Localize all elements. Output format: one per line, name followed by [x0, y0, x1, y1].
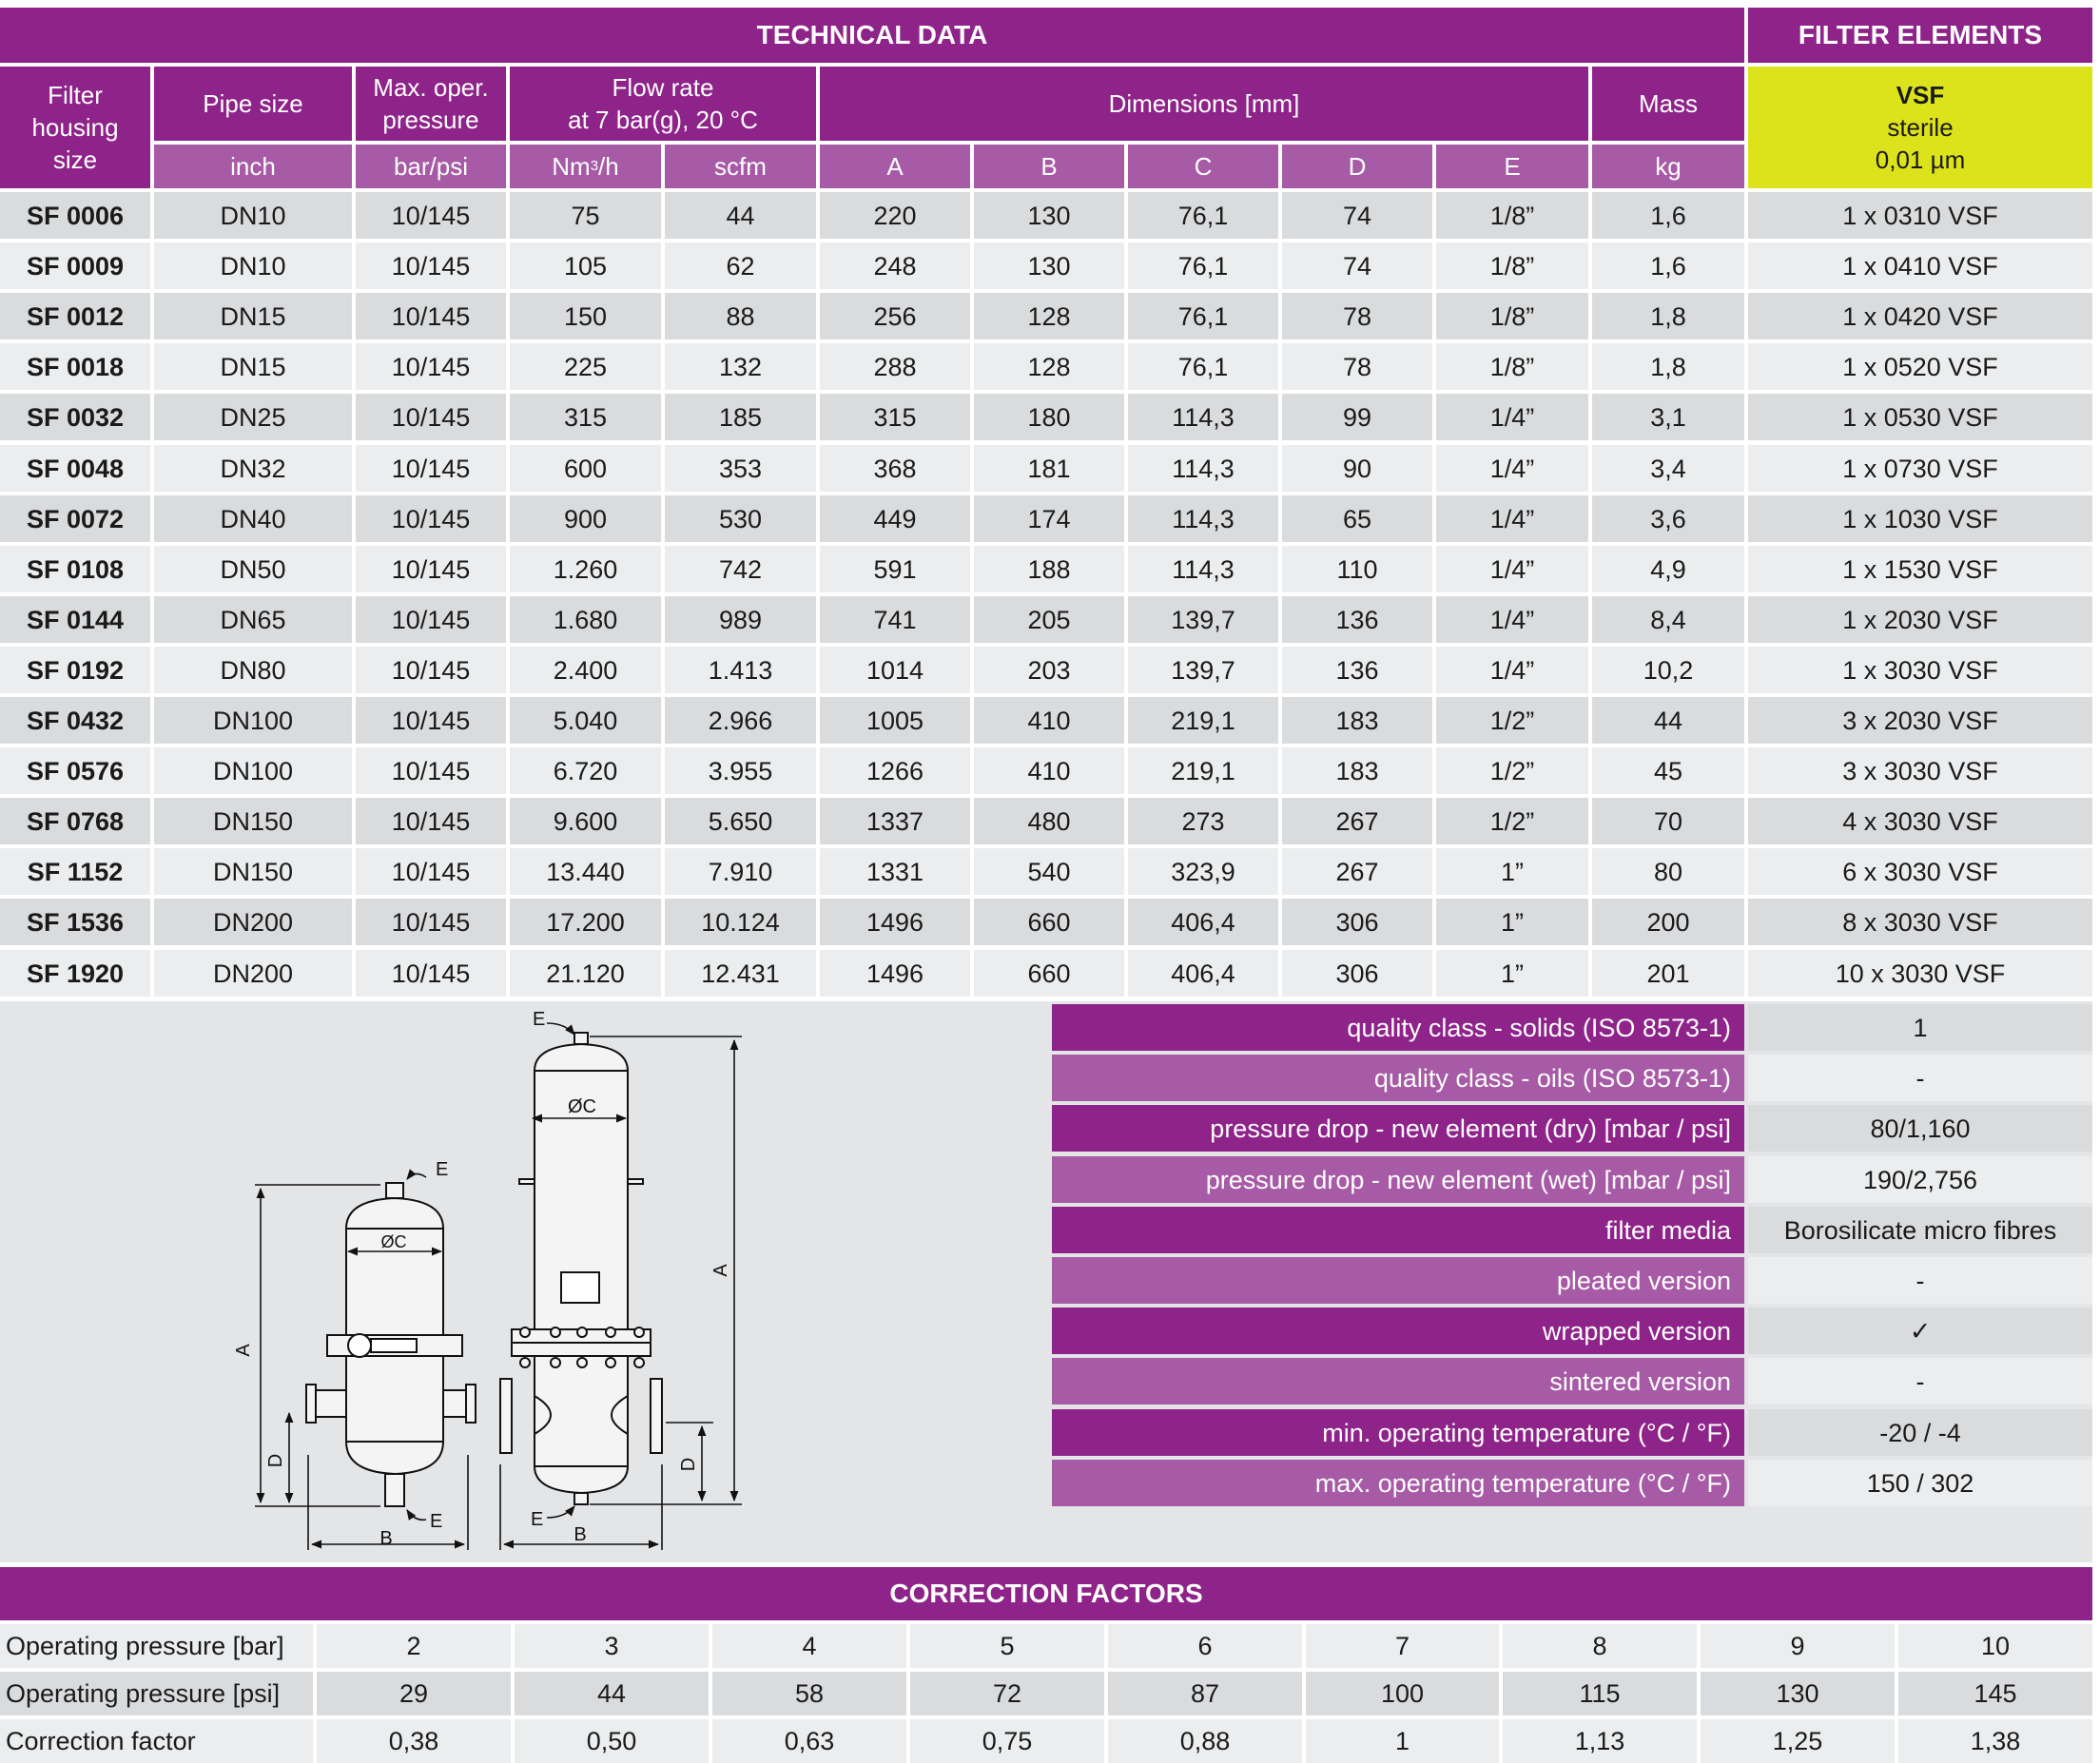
cell-flow-scfm: 7.910: [665, 848, 816, 895]
cell-housing-size: SF 0018: [0, 343, 150, 390]
cell-pipe-size: DN200: [154, 950, 352, 997]
header-max-pressure: [356, 67, 506, 141]
cell-flow-scfm: 1.413: [665, 647, 816, 693]
cell-pressure: 10/145: [356, 293, 506, 339]
cell-dim-a: 1266: [820, 747, 970, 794]
cell-filter-element: 1 x 0530 VSF: [1748, 394, 2092, 440]
cell-dim-d: 136: [1282, 596, 1432, 643]
header-housing-size: [0, 67, 150, 188]
spec-value: 190/2,756: [1748, 1156, 2092, 1203]
cell-mass: 200: [1592, 899, 1744, 945]
drawing-label-a-large: A: [710, 1264, 731, 1277]
unit-flow-nm3-tail: /h: [598, 152, 619, 181]
cell-flow-nm3: 150: [510, 293, 661, 339]
cell-flow-nm3: 315: [510, 394, 661, 440]
cell-dim-e: 1”: [1436, 848, 1588, 895]
correction-value: 100: [1306, 1672, 1499, 1715]
unit-pressure: bar/psi: [356, 145, 506, 188]
cell-pressure: 10/145: [356, 899, 506, 945]
cell-dim-a: 1496: [820, 950, 970, 997]
cell-housing-size: SF 0048: [0, 445, 150, 492]
cell-dim-d: 306: [1282, 899, 1432, 945]
cell-pipe-size: DN15: [154, 343, 352, 390]
cell-dim-e: 1/8”: [1436, 242, 1588, 289]
correction-value: 1,25: [1701, 1719, 1895, 1763]
spec-value: -: [1748, 1257, 2092, 1304]
drawing-label-a-small: A: [233, 1344, 254, 1357]
spec-label: wrapped version: [1052, 1308, 1744, 1354]
cell-filter-element: 1 x 1530 VSF: [1748, 546, 2092, 592]
cell-flow-scfm: 132: [665, 343, 816, 390]
cell-dim-c: 219,1: [1128, 697, 1278, 744]
cell-pressure: 10/145: [356, 950, 506, 997]
cell-dim-b: 660: [974, 899, 1124, 945]
cell-dim-e: 1/4”: [1436, 445, 1588, 492]
correction-value: 8: [1503, 1624, 1697, 1668]
cell-dim-d: 74: [1282, 242, 1432, 289]
cell-filter-element: 1 x 3030 VSF: [1748, 647, 2092, 693]
cell-dim-d: 74: [1282, 192, 1432, 239]
spec-value: -: [1748, 1358, 2092, 1405]
cell-flow-nm3: 225: [510, 343, 661, 390]
correction-value: 1,38: [1898, 1719, 2092, 1763]
technical-data-title: TECHNICAL DATA: [0, 8, 1744, 63]
cell-housing-size: SF 0032: [0, 394, 150, 440]
cell-pipe-size: DN150: [154, 848, 352, 895]
cell-dim-b: 130: [974, 192, 1124, 239]
header-pipe-size: Pipe size: [154, 67, 352, 141]
cell-pipe-size: DN40: [154, 495, 352, 542]
cell-pipe-size: DN65: [154, 596, 352, 643]
cell-pipe-size: DN15: [154, 293, 352, 339]
cell-dim-e: 1/8”: [1436, 293, 1588, 339]
cell-dim-c: 114,3: [1128, 445, 1278, 492]
cell-dim-b: 174: [974, 495, 1124, 542]
spec-value: ✓: [1748, 1308, 2092, 1354]
cell-dim-a: 591: [820, 546, 970, 592]
cell-flow-nm3: 105: [510, 242, 661, 289]
cell-dim-c: 114,3: [1128, 394, 1278, 440]
cell-housing-size: SF 0006: [0, 192, 150, 239]
cell-flow-nm3: 900: [510, 495, 661, 542]
drawing-label-b-small: B: [379, 1528, 393, 1549]
cell-mass: 3,1: [1592, 394, 1744, 440]
cell-dim-a: 741: [820, 596, 970, 643]
cell-dim-e: 1/4”: [1436, 394, 1588, 440]
cell-flow-scfm: 12.431: [665, 950, 816, 997]
spec-label: sintered version: [1052, 1358, 1744, 1405]
spec-label: quality class - solids (ISO 8573-1): [1052, 1004, 1744, 1051]
cell-dim-c: 273: [1128, 798, 1278, 844]
correction-value: 0,50: [515, 1719, 709, 1763]
correction-value: 1: [1306, 1719, 1499, 1763]
cell-pressure: 10/145: [356, 697, 506, 744]
cell-pressure: 10/145: [356, 798, 506, 844]
cell-mass: 3,6: [1592, 495, 1744, 542]
cell-dim-a: 1337: [820, 798, 970, 844]
cell-mass: 44: [1592, 697, 1744, 744]
cell-dim-e: 1/2”: [1436, 697, 1588, 744]
cell-dim-a: 315: [820, 394, 970, 440]
unit-dim-e: E: [1436, 145, 1588, 188]
correction-row-label: Correction factor: [0, 1719, 313, 1763]
correction-row-label: Operating pressure [bar]: [0, 1624, 313, 1668]
cell-housing-size: SF 0072: [0, 495, 150, 542]
unit-mass: kg: [1592, 145, 1744, 188]
cell-mass: 201: [1592, 950, 1744, 997]
cell-flow-scfm: 353: [665, 445, 816, 492]
header-mass: Mass: [1592, 67, 1744, 141]
drawing-label-e-small-bottom: E: [430, 1511, 443, 1532]
cell-housing-size: SF 0768: [0, 798, 150, 844]
correction-row-label: Operating pressure [psi]: [0, 1672, 313, 1715]
correction-value: 6: [1108, 1624, 1302, 1668]
cell-dim-d: 110: [1282, 546, 1432, 592]
cell-pressure: 10/145: [356, 343, 506, 390]
cell-pressure: 10/145: [356, 242, 506, 289]
cell-housing-size: SF 0432: [0, 697, 150, 744]
cell-dim-b: 181: [974, 445, 1124, 492]
cell-housing-size: SF 0009: [0, 242, 150, 289]
cell-pipe-size: DN80: [154, 647, 352, 693]
cell-flow-nm3: 1.260: [510, 546, 661, 592]
cell-dim-a: 1014: [820, 647, 970, 693]
correction-factors-title: CORRECTION FACTORS: [0, 1567, 2092, 1620]
cell-flow-scfm: 989: [665, 596, 816, 643]
unit-dim-d: D: [1282, 145, 1432, 188]
cell-dim-d: 267: [1282, 848, 1432, 895]
cell-mass: 8,4: [1592, 596, 1744, 643]
spec-value: 150 / 302: [1748, 1460, 2092, 1506]
cell-mass: 3,4: [1592, 445, 1744, 492]
cell-dim-c: 323,9: [1128, 848, 1278, 895]
cell-dim-c: 76,1: [1128, 242, 1278, 289]
header-flow-rate: [510, 67, 816, 141]
cell-dim-c: 76,1: [1128, 293, 1278, 339]
correction-value: 7: [1306, 1624, 1499, 1668]
cell-pressure: 10/145: [356, 546, 506, 592]
header-max-pressure-line2: pressure: [382, 106, 479, 134]
cell-dim-b: 410: [974, 697, 1124, 744]
cell-dim-d: 183: [1282, 747, 1432, 794]
cell-flow-nm3: 2.400: [510, 647, 661, 693]
cell-pressure: 10/145: [356, 647, 506, 693]
cell-flow-nm3: 5.040: [510, 697, 661, 744]
filter-housing-drawing: [0, 1001, 1046, 1562]
correction-value: 130: [1701, 1672, 1895, 1715]
cell-dim-a: 1331: [820, 848, 970, 895]
header-flow-rate-line1: Flow rate: [612, 73, 714, 102]
cell-dim-a: 1496: [820, 899, 970, 945]
cell-housing-size: SF 1536: [0, 899, 150, 945]
header-housing-line2: housing: [31, 113, 119, 142]
header-flow-rate-line2: at 7 bar(g), 20 °C: [568, 106, 758, 134]
cell-dim-d: 65: [1282, 495, 1432, 542]
cell-housing-size: SF 1920: [0, 950, 150, 997]
unit-flow-nm3-base: Nm: [552, 152, 591, 181]
cell-filter-element: 1 x 0520 VSF: [1748, 343, 2092, 390]
correction-value: 29: [317, 1672, 511, 1715]
cell-dim-a: 1005: [820, 697, 970, 744]
cell-mass: 45: [1592, 747, 1744, 794]
drawing-label-d-small: D: [265, 1453, 286, 1468]
cell-pressure: 10/145: [356, 848, 506, 895]
cell-dim-e: 1/2”: [1436, 747, 1588, 794]
spec-label: max. operating temperature (°C / °F): [1052, 1460, 1744, 1506]
cell-dim-b: 130: [974, 242, 1124, 289]
cell-filter-element: 1 x 0730 VSF: [1748, 445, 2092, 492]
spec-label: quality class - oils (ISO 8573-1): [1052, 1055, 1744, 1101]
drawing-label-d-large: D: [678, 1457, 699, 1472]
cell-pressure: 10/145: [356, 495, 506, 542]
cell-housing-size: SF 0012: [0, 293, 150, 339]
cell-mass: 1,6: [1592, 242, 1744, 289]
cell-pressure: 10/145: [356, 596, 506, 643]
spec-value: 80/1,160: [1748, 1105, 2092, 1152]
drawing-label-e-large-bottom: E: [531, 1509, 544, 1530]
cell-dim-e: 1/2”: [1436, 798, 1588, 844]
unit-flow-nm3: [510, 145, 661, 188]
drawing-label-c-large: ØC: [568, 1096, 596, 1117]
cell-pressure: 10/145: [356, 747, 506, 794]
cell-flow-nm3: 17.200: [510, 899, 661, 945]
dimension-lines: [255, 1023, 742, 1550]
cell-dim-c: 76,1: [1128, 343, 1278, 390]
cell-dim-b: 480: [974, 798, 1124, 844]
drawing-label-e-large-top: E: [533, 1009, 546, 1030]
cell-dim-e: 1/4”: [1436, 647, 1588, 693]
cell-flow-scfm: 530: [665, 495, 816, 542]
spec-value: Borosilicate micro fibres: [1748, 1207, 2092, 1253]
cell-dim-b: 660: [974, 950, 1124, 997]
spec-label: min. operating temperature (°C / °F): [1052, 1409, 1744, 1456]
cell-mass: 70: [1592, 798, 1744, 844]
cell-dim-d: 90: [1282, 445, 1432, 492]
cell-filter-element: 1 x 1030 VSF: [1748, 495, 2092, 542]
cell-dim-c: 219,1: [1128, 747, 1278, 794]
cell-flow-scfm: 10.124: [665, 899, 816, 945]
cell-dim-c: 76,1: [1128, 192, 1278, 239]
cell-dim-e: 1/8”: [1436, 192, 1588, 239]
cell-filter-element: 1 x 0310 VSF: [1748, 192, 2092, 239]
cell-dim-a: 449: [820, 495, 970, 542]
cell-mass: 10,2: [1592, 647, 1744, 693]
cell-dim-c: 406,4: [1128, 950, 1278, 997]
spec-label: pressure drop - new element (wet) [mbar / psi]: [1052, 1156, 1744, 1203]
unit-dim-a: A: [820, 145, 970, 188]
cell-pipe-size: DN25: [154, 394, 352, 440]
cell-filter-element: 3 x 3030 VSF: [1748, 747, 2092, 794]
cell-flow-nm3: 1.680: [510, 596, 661, 643]
cell-mass: 4,9: [1592, 546, 1744, 592]
cell-dim-c: 139,7: [1128, 596, 1278, 643]
cell-dim-e: 1/8”: [1436, 343, 1588, 390]
cell-dim-b: 128: [974, 343, 1124, 390]
header-vsf-element: [1748, 67, 2092, 188]
cell-filter-element: 8 x 3030 VSF: [1748, 899, 2092, 945]
cell-flow-scfm: 5.650: [665, 798, 816, 844]
cell-pressure: 10/145: [356, 445, 506, 492]
spec-label: pressure drop - new element (dry) [mbar / psi]: [1052, 1105, 1744, 1152]
cell-flow-scfm: 3.955: [665, 747, 816, 794]
unit-flow-scfm: scfm: [665, 145, 816, 188]
correction-value: 145: [1898, 1672, 2092, 1715]
cell-dim-b: 203: [974, 647, 1124, 693]
spec-label: pleated version: [1052, 1257, 1744, 1304]
filter-elements-title: FILTER ELEMENTS: [1748, 8, 2092, 63]
cell-flow-scfm: 742: [665, 546, 816, 592]
header-housing-line1: Filter: [48, 81, 103, 109]
cell-dim-d: 136: [1282, 647, 1432, 693]
correction-value: 2: [317, 1624, 511, 1668]
cell-dim-b: 205: [974, 596, 1124, 643]
vsf-rating: 0,01 µm: [1875, 145, 1966, 174]
cell-pressure: 10/145: [356, 192, 506, 239]
cell-dim-e: 1/4”: [1436, 596, 1588, 643]
cell-pipe-size: DN10: [154, 242, 352, 289]
cell-filter-element: 3 x 2030 VSF: [1748, 697, 2092, 744]
cell-dim-c: 139,7: [1128, 647, 1278, 693]
unit-pipe: inch: [154, 145, 352, 188]
correction-value: 115: [1503, 1672, 1697, 1715]
cell-filter-element: 10 x 3030 VSF: [1748, 950, 2092, 997]
cell-dim-d: 78: [1282, 293, 1432, 339]
correction-value: 72: [910, 1672, 1104, 1715]
header-max-pressure-line1: Max. oper.: [373, 73, 489, 102]
correction-value: 10: [1898, 1624, 2092, 1668]
cell-flow-nm3: 9.600: [510, 798, 661, 844]
cell-housing-size: SF 0576: [0, 747, 150, 794]
correction-value: 44: [515, 1672, 709, 1715]
cell-pipe-size: DN10: [154, 192, 352, 239]
header-housing-line3: size: [52, 145, 98, 174]
cell-housing-size: SF 0144: [0, 596, 150, 643]
small-housing-drawing: [306, 1183, 476, 1506]
cell-mass: 1,8: [1592, 343, 1744, 390]
cell-pipe-size: DN100: [154, 747, 352, 794]
cell-dim-d: 78: [1282, 343, 1432, 390]
cell-dim-b: 180: [974, 394, 1124, 440]
cell-pressure: 10/145: [356, 394, 506, 440]
spec-value: 1: [1748, 1004, 2092, 1051]
cell-mass: 80: [1592, 848, 1744, 895]
header-dimensions: Dimensions [mm]: [820, 67, 1588, 141]
cell-dim-b: 188: [974, 546, 1124, 592]
cell-housing-size: SF 0108: [0, 546, 150, 592]
cell-dim-a: 248: [820, 242, 970, 289]
cell-flow-scfm: 88: [665, 293, 816, 339]
cell-dim-b: 540: [974, 848, 1124, 895]
cell-flow-scfm: 62: [665, 242, 816, 289]
cell-housing-size: SF 0192: [0, 647, 150, 693]
cell-dim-e: 1”: [1436, 899, 1588, 945]
cell-flow-scfm: 44: [665, 192, 816, 239]
cell-filter-element: 1 x 2030 VSF: [1748, 596, 2092, 643]
cell-dim-a: 288: [820, 343, 970, 390]
correction-value: 0,38: [317, 1719, 511, 1763]
correction-value: 0,63: [712, 1719, 906, 1763]
cell-mass: 1,6: [1592, 192, 1744, 239]
correction-value: 0,88: [1108, 1719, 1302, 1763]
vsf-name: VSF: [1896, 81, 1945, 109]
cell-pipe-size: DN32: [154, 445, 352, 492]
cell-pipe-size: DN200: [154, 899, 352, 945]
spec-label: filter media: [1052, 1207, 1744, 1253]
cell-flow-nm3: 13.440: [510, 848, 661, 895]
cell-dim-d: 306: [1282, 950, 1432, 997]
cell-dim-e: 1”: [1436, 950, 1588, 997]
cell-flow-nm3: 21.120: [510, 950, 661, 997]
cell-pipe-size: DN150: [154, 798, 352, 844]
cell-dim-d: 183: [1282, 697, 1432, 744]
cell-dim-c: 114,3: [1128, 495, 1278, 542]
correction-value: 87: [1108, 1672, 1302, 1715]
correction-value: 0,75: [910, 1719, 1104, 1763]
cell-flow-nm3: 600: [510, 445, 661, 492]
cell-filter-element: 1 x 0420 VSF: [1748, 293, 2092, 339]
cell-dim-b: 128: [974, 293, 1124, 339]
cell-flow-nm3: 6.720: [510, 747, 661, 794]
correction-value: 5: [910, 1624, 1104, 1668]
drawing-label-b-large: B: [574, 1524, 587, 1545]
cell-dim-c: 114,3: [1128, 546, 1278, 592]
correction-value: 4: [712, 1624, 906, 1668]
correction-value: 58: [712, 1672, 906, 1715]
cell-dim-a: 368: [820, 445, 970, 492]
cell-filter-element: 1 x 0410 VSF: [1748, 242, 2092, 289]
vsf-type: sterile: [1887, 113, 1954, 142]
cell-dim-b: 410: [974, 747, 1124, 794]
cell-dim-e: 1/4”: [1436, 546, 1588, 592]
cell-housing-size: SF 1152: [0, 848, 150, 895]
cell-flow-scfm: 185: [665, 394, 816, 440]
cell-mass: 1,8: [1592, 293, 1744, 339]
unit-flow-nm3-sup: 3: [590, 158, 599, 174]
cell-flow-nm3: 75: [510, 192, 661, 239]
cell-flow-scfm: 2.966: [665, 697, 816, 744]
cell-dim-a: 256: [820, 293, 970, 339]
drawing-label-e-small-top: E: [436, 1159, 449, 1180]
correction-value: 9: [1701, 1624, 1895, 1668]
cell-pipe-size: DN50: [154, 546, 352, 592]
cell-dim-d: 267: [1282, 798, 1432, 844]
unit-dim-c: C: [1128, 145, 1278, 188]
drawing-label-c-small: ØC: [380, 1232, 407, 1251]
cell-dim-e: 1/4”: [1436, 495, 1588, 542]
cell-dim-c: 406,4: [1128, 899, 1278, 945]
cell-filter-element: 4 x 3030 VSF: [1748, 798, 2092, 844]
spec-value: -: [1748, 1055, 2092, 1101]
correction-value: 3: [515, 1624, 709, 1668]
cell-pipe-size: DN100: [154, 697, 352, 744]
cell-dim-a: 220: [820, 192, 970, 239]
spec-value: -20 / -4: [1748, 1409, 2092, 1456]
correction-value: 1,13: [1503, 1719, 1697, 1763]
cell-filter-element: 6 x 3030 VSF: [1748, 848, 2092, 895]
cell-dim-d: 99: [1282, 394, 1432, 440]
unit-dim-b: B: [974, 145, 1124, 188]
